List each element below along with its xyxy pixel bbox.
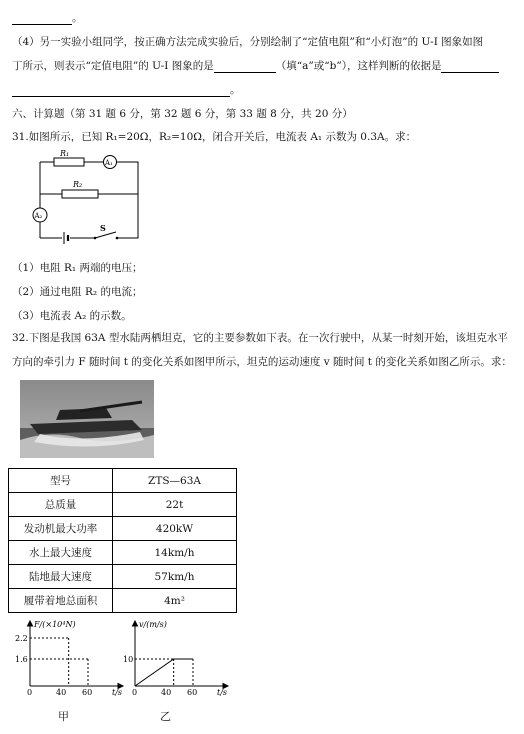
- tank-photo: [20, 380, 154, 458]
- caption-yi: 乙: [160, 710, 171, 723]
- x-tick-label: 0: [27, 688, 33, 697]
- r1-label: R₁: [60, 150, 70, 158]
- q4-line2-text-b: （填“a”或“b”），这样判断的依据是: [275, 60, 442, 72]
- y-axis-arrow: [28, 621, 33, 626]
- tank-spec-table: [8, 468, 237, 613]
- answer-blank-reason-cont: [12, 85, 230, 97]
- circuit-wire: [40, 162, 138, 238]
- table-row: [9, 589, 237, 613]
- y-tick-label: 2.2: [15, 634, 28, 643]
- x-tick-label: 60: [187, 688, 198, 697]
- x-tick-label: 40: [56, 688, 67, 697]
- q4-line3: [12, 82, 241, 97]
- switch-terminal: [116, 237, 119, 240]
- x-tick-label: 60: [82, 688, 93, 697]
- q4-line1: （4）另一实验小组同学，按正确方法完成实验后，分别绘制了“定值电阻”和“小灯泡”的 U-I 图象如图: [12, 36, 484, 48]
- x-tick-label: 40: [161, 688, 172, 697]
- r2-label: R₂: [73, 180, 83, 189]
- table-cell: 水上最大速度: [9, 541, 113, 565]
- y-tick-label: 10: [123, 655, 134, 664]
- switch-label: S: [100, 223, 106, 233]
- x-tick-label: 0: [132, 688, 138, 697]
- graph-jia: [10, 618, 130, 698]
- x-axis-label: t/s: [112, 688, 123, 697]
- q32-stem-line1: 32.下图是我国 63A 型水陆两栖坦克，它的主要参数如下表。在一次行驶中，从某一时刻开始，该坦克水平: [12, 332, 508, 344]
- table-cell: 420kW: [113, 517, 237, 541]
- caption-jia: 甲: [58, 710, 69, 723]
- q31-sub2: （2）通过电阻 R₂ 的电流；: [12, 286, 143, 298]
- q31-stem: 31.如图所示，已知 R₁=20Ω，R₂=10Ω，闭合开关后，电流表 A₁ 示数为 0.3A。求：: [12, 131, 417, 143]
- resistor-r2: [62, 190, 98, 198]
- a2-label: A₂: [34, 212, 43, 220]
- q31-sub1: （1）电阻 R₁ 两端的电压；: [12, 262, 143, 274]
- table-cell: ZTS—63A: [113, 469, 237, 493]
- q32-stem-line2: 方向的牵引力 F 随时间 t 的变化关系如图甲所示，坦克的运动速度 v 随时间 t 的变化关系如图乙所示。求：: [12, 356, 512, 368]
- section-heading: 六、计算题（第 31 题 6 分，第 32 题 6 分，第 33 题 8 分，共 20 分）: [12, 108, 353, 120]
- y-tick-label: 1.6: [15, 655, 28, 664]
- q31-sub3: （3）电流表 A₂ 的示数。: [12, 310, 132, 322]
- table-cell: 陆地最大速度: [9, 565, 113, 589]
- period: 。: [72, 12, 83, 24]
- q4-line2: [12, 58, 499, 73]
- table-cell: 型号: [9, 469, 113, 493]
- table-row: [9, 517, 237, 541]
- table-row: [9, 493, 237, 517]
- x-axis-label: t/s: [217, 688, 228, 697]
- table-cell: 57km/h: [113, 565, 237, 589]
- table-row: [9, 469, 237, 493]
- resistor-r1: [54, 158, 84, 166]
- table-cell: 发动机最大功率: [9, 517, 113, 541]
- y-axis-label: F/(×10⁴N): [34, 620, 76, 629]
- answer-blank-a-or-b: [214, 61, 276, 73]
- q4-line2-text-a: 丁所示，则表示“定值电阻”的 U-I 图象的是: [12, 60, 214, 72]
- y-axis-label: v/(m/s): [139, 620, 167, 629]
- circuit-diagram: [20, 150, 150, 250]
- answer-blank-reason: [441, 61, 499, 73]
- table-cell: 履带着地总面积: [9, 589, 113, 613]
- top-answer-line: [12, 10, 83, 25]
- period: 。: [230, 84, 241, 96]
- table-cell: 14km/h: [113, 541, 237, 565]
- y-axis-arrow: [133, 621, 138, 626]
- table-row: [9, 541, 237, 565]
- answer-blank: [12, 13, 72, 25]
- a1-label: A₁: [105, 159, 113, 167]
- table-cell: 总质量: [9, 493, 113, 517]
- graph-yi: [115, 618, 235, 698]
- velocity-line: [135, 659, 193, 686]
- table-row: [9, 565, 237, 589]
- table-cell: 4m²: [113, 589, 237, 613]
- table-cell: 22t: [113, 493, 237, 517]
